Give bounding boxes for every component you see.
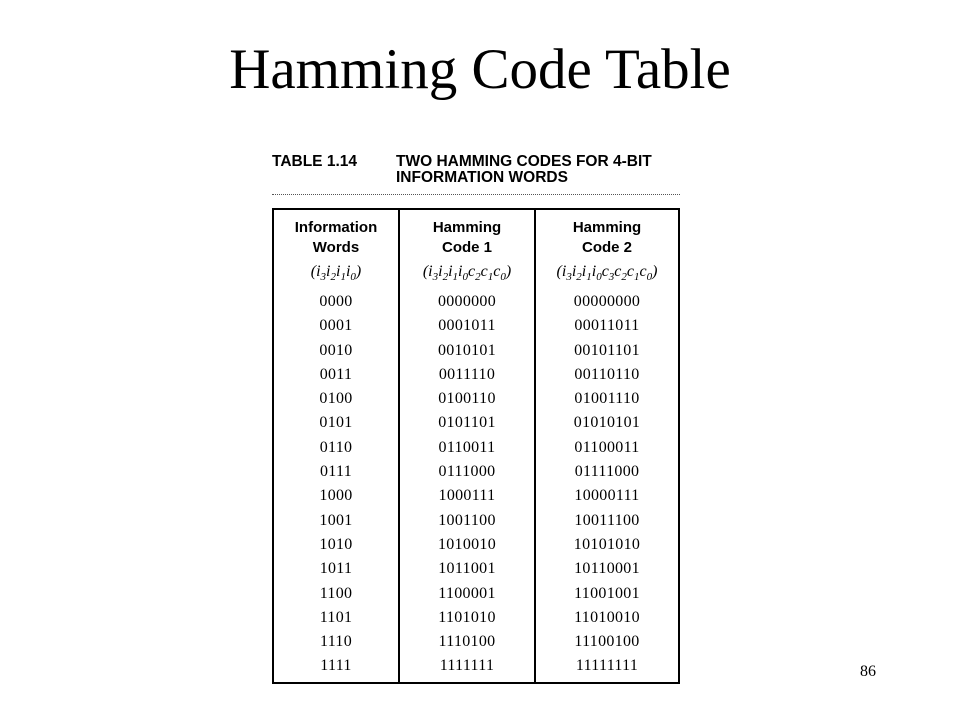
table-cell: 1001100 <box>438 511 496 529</box>
column-header: Code 2 <box>581 239 632 256</box>
table-cell: 1111111 <box>439 657 495 675</box>
column-values <box>536 290 678 679</box>
table-cell: 01111000 <box>574 463 640 481</box>
hamming-code-table <box>272 208 680 684</box>
table-cell: 01010101 <box>573 414 641 432</box>
table-cell: 0100110 <box>438 390 496 408</box>
table-cell: 1100001 <box>438 584 496 602</box>
column-header: Code 1 <box>441 239 492 256</box>
table-cell: 0101 <box>319 414 353 432</box>
table-number: TABLE 1.14 <box>272 153 357 170</box>
page-number: 86 <box>860 663 876 680</box>
table-cell: 1000 <box>319 487 353 505</box>
table-caption <box>272 154 692 194</box>
table-cell: 10101010 <box>573 535 641 553</box>
table-cell: 11010010 <box>574 608 640 626</box>
table-cell: 1100 <box>319 584 353 602</box>
table-cell: 1001 <box>319 511 353 529</box>
column-header: Words <box>312 239 360 256</box>
table-cell: 0000 <box>319 293 353 310</box>
table-cell: 1110 <box>319 633 352 651</box>
column-values <box>400 290 534 679</box>
table-cell: 0100 <box>319 390 353 408</box>
column-information-words <box>274 210 398 682</box>
table-cell: 0010 <box>319 341 353 359</box>
table-cell: 1011001 <box>438 560 496 578</box>
table-cell: 0110 <box>319 438 353 456</box>
table-cell: 0000000 <box>437 293 497 310</box>
table-cell: 0110011 <box>438 438 496 456</box>
table-cell: 0011 <box>319 365 353 383</box>
caption-line-1: TWO HAMMING CODES FOR 4-BIT <box>396 153 652 170</box>
slide-title: Hamming Code Table <box>229 38 731 101</box>
column-header: Information <box>294 219 378 236</box>
table-cell: 01100011 <box>574 438 640 456</box>
column-values <box>274 290 398 679</box>
table-cell: 0011110 <box>438 365 496 383</box>
table-cell: 00011011 <box>574 317 640 335</box>
column-bit-labels: $(i_3i_2i_1i_0c_2c_1c_0)$ <box>422 263 512 284</box>
column-bit-labels: $(i_3i_2i_1i_0c_3c_2c_1c_0)$ <box>556 263 658 284</box>
table-cell: 10011100 <box>574 511 640 529</box>
column-bit-labels: $(i_3i_2i_1i_0)$ <box>310 263 362 284</box>
table-cell: 00101101 <box>574 341 640 359</box>
table-caption-text <box>396 154 696 186</box>
table-cell: 00110110 <box>574 365 640 383</box>
table-cell: 1110100 <box>438 633 496 651</box>
table-cell: 11100100 <box>574 633 640 651</box>
table-cell: 0001011 <box>438 317 496 335</box>
table-cell: 1010010 <box>437 535 497 553</box>
table-cell: 1101010 <box>438 608 496 626</box>
column-hamming-code-1 <box>400 210 534 682</box>
table-cell: 01001110 <box>574 390 640 408</box>
table-cell: 1000111 <box>438 487 496 505</box>
table-cell: 00000000 <box>573 293 641 310</box>
table-cell: 10110001 <box>574 560 640 578</box>
table-cell: 1111 <box>320 657 352 675</box>
caption-line-2: INFORMATION WORDS <box>396 169 568 186</box>
table-cell: 1011 <box>319 560 353 578</box>
table-cell: 10000111 <box>574 487 640 505</box>
table-cell: 1101 <box>319 608 353 626</box>
table-cell: 0101101 <box>438 414 496 432</box>
table-cell: 11111111 <box>575 657 639 675</box>
table-cell: 0010101 <box>437 341 497 359</box>
table-cell: 1010 <box>319 535 353 553</box>
table-cell: 11001001 <box>574 584 640 602</box>
column-header: Hamming <box>432 219 502 236</box>
caption-divider <box>272 194 680 195</box>
column-header: Hamming <box>572 219 642 236</box>
table-cell: 0111000 <box>438 463 496 481</box>
column-hamming-code-2 <box>536 210 678 682</box>
table-cell: 0001 <box>319 317 353 335</box>
table-cell: 0111 <box>319 463 352 481</box>
